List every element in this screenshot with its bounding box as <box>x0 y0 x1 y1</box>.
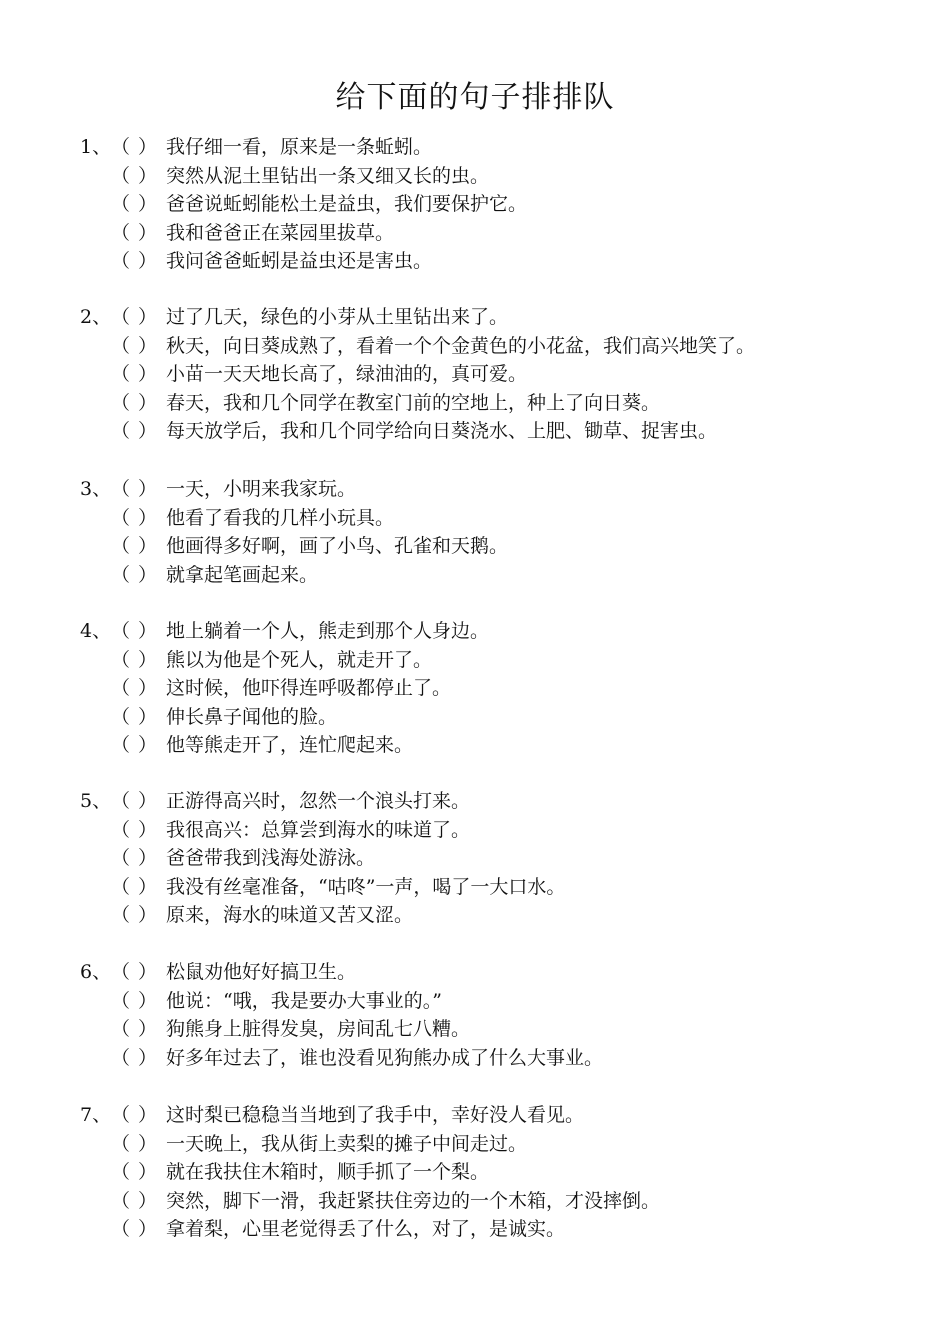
blank-close-paren: ） <box>138 1018 158 1040</box>
blank-open-paren: （ <box>111 677 131 699</box>
order-blank[interactable] <box>111 561 157 590</box>
blank-open-paren: （ <box>111 790 131 812</box>
blank-close-paren: ） <box>138 1104 158 1126</box>
blank-close-paren: ） <box>138 790 158 812</box>
sentence-text: 秋天，向日葵成熟了，看着一个个金黄色的小花盆，我们高兴地笑了。 <box>166 334 756 357</box>
blank-open-paren: （ <box>111 193 131 215</box>
sentence-text: 他画得多好啊，画了小鸟、孔雀和天鹅。 <box>166 535 509 557</box>
sentence-line <box>80 901 920 930</box>
question-number: 2、 <box>80 306 112 328</box>
blank-close-paren: ） <box>138 363 158 385</box>
sentence-text: 他看了看我的几样小玩具。 <box>166 506 395 529</box>
sentence-text: 一天，小明来我家玩。 <box>166 478 357 500</box>
blank-close-paren: ） <box>138 1132 158 1155</box>
blank-open-paren: （ <box>111 989 131 1012</box>
sentence-text: 突然，脚下一滑，我赶紧扶住旁边的一个木箱，才没摔倒。 <box>166 1189 661 1212</box>
blank-open-paren: （ <box>111 818 131 841</box>
blank-close-paren: ） <box>138 620 158 642</box>
question-group <box>80 617 920 760</box>
blank-close-paren: ） <box>138 506 158 529</box>
order-blank[interactable] <box>111 247 157 276</box>
order-blank[interactable] <box>111 987 157 1016</box>
sentence-text: 好多年过去了，谁也没看见狗熊办成了什么大事业。 <box>166 1046 604 1069</box>
order-blank[interactable] <box>111 958 157 987</box>
blank-open-paren: （ <box>111 847 131 869</box>
sentence-line <box>80 532 920 561</box>
blank-close-paren: ） <box>138 164 158 187</box>
sentence-line <box>80 133 920 162</box>
blank-open-paren: （ <box>111 306 131 328</box>
order-blank[interactable] <box>111 475 157 504</box>
sentence-line <box>80 731 920 760</box>
sentence-line <box>80 674 920 703</box>
blank-open-paren: （ <box>111 705 131 728</box>
sentence-text: 这时候，他吓得连呼吸都停止了。 <box>166 677 452 699</box>
sentence-line <box>80 1130 920 1159</box>
sentence-line <box>80 247 920 276</box>
sentence-text: 就在我扶住木箱时，顺手抓了一个梨。 <box>166 1161 490 1183</box>
sentence-text: 突然从泥土里钻出一条又细又长的虫。 <box>166 164 490 187</box>
sentence-text: 这时梨已稳稳当当地到了我手中，幸好没人看见。 <box>166 1104 585 1126</box>
blank-open-paren: （ <box>111 478 131 500</box>
order-blank[interactable] <box>111 1215 157 1244</box>
sentence-text: 伸长鼻子闻他的脸。 <box>166 705 338 728</box>
blank-open-paren: （ <box>111 136 131 158</box>
blank-close-paren: ） <box>138 1046 158 1069</box>
sentence-text: 爸爸说蚯蚓能松土是益虫，我们要保护它。 <box>166 193 528 215</box>
blank-close-paren: ） <box>138 420 158 442</box>
blank-open-paren: （ <box>111 1161 131 1183</box>
question-group <box>80 303 920 446</box>
blank-open-paren: （ <box>111 875 131 898</box>
order-blank[interactable] <box>111 844 157 873</box>
sentence-line <box>80 475 920 504</box>
order-blank[interactable] <box>111 731 157 760</box>
blank-open-paren: （ <box>111 904 131 926</box>
sentence-line <box>80 617 920 646</box>
blank-open-paren: （ <box>111 535 131 557</box>
sentence-line <box>80 1158 920 1187</box>
sentence-line <box>80 1187 920 1216</box>
order-blank[interactable] <box>111 417 157 446</box>
sentence-line <box>80 1015 920 1044</box>
sentence-text: 拿着梨，心里老觉得丢了什么，对了，是诚实。 <box>166 1218 566 1240</box>
blank-close-paren: ） <box>138 904 158 926</box>
order-blank[interactable] <box>111 1101 157 1130</box>
blank-open-paren: （ <box>111 250 131 272</box>
question-group <box>80 133 920 276</box>
sentence-line <box>80 561 920 590</box>
blank-close-paren: ） <box>138 136 158 158</box>
sentence-line <box>80 1044 920 1073</box>
sentence-line <box>80 190 920 219</box>
sentence-text: 我没有丝毫准备，“咕咚”一声，喝了一大口水。 <box>166 875 566 898</box>
sentence-line <box>80 332 920 361</box>
sentence-line <box>80 162 920 191</box>
question-group <box>80 958 920 1072</box>
blank-close-paren: ） <box>138 989 158 1012</box>
sentence-line <box>80 303 920 332</box>
question-number: 7、 <box>80 1104 112 1126</box>
order-blank[interactable] <box>111 787 157 816</box>
blank-open-paren: （ <box>111 734 131 756</box>
order-blank[interactable] <box>111 873 157 902</box>
sentence-line <box>80 816 920 845</box>
blank-close-paren: ） <box>138 705 158 728</box>
order-blank[interactable] <box>111 389 157 418</box>
sentence-text: 我仔细一看，原来是一条蚯蚓。 <box>166 136 433 158</box>
blank-open-paren: （ <box>111 648 131 671</box>
blank-close-paren: ） <box>138 648 158 671</box>
blank-open-paren: （ <box>111 221 131 244</box>
order-blank[interactable] <box>111 674 157 703</box>
question-number: 5、 <box>80 790 112 812</box>
sentence-text: 过了几天，绿色的小芽从土里钻出来了。 <box>166 306 509 328</box>
blank-open-paren: （ <box>111 334 131 357</box>
sentence-text: 我问爸爸蚯蚓是益虫还是害虫。 <box>166 250 433 272</box>
blank-open-paren: （ <box>111 1218 131 1240</box>
page-title: 给下面的句子排排队 <box>335 80 615 115</box>
sentence-text: 爸爸带我到浅海处游泳。 <box>166 847 376 869</box>
blank-close-paren: ） <box>138 478 158 500</box>
blank-open-paren: （ <box>111 1046 131 1069</box>
blank-close-paren: ） <box>138 193 158 215</box>
sentence-text: 小苗一天天地长高了，绿油油的，真可爱。 <box>166 363 528 385</box>
sentence-text: 一天晚上，我从街上卖梨的摊子中间走过。 <box>166 1132 528 1155</box>
question-number: 6、 <box>80 961 112 983</box>
order-blank[interactable] <box>111 617 157 646</box>
blank-open-paren: （ <box>111 420 131 442</box>
blank-open-paren: （ <box>111 620 131 642</box>
sentence-text: 地上躺着一个人，熊走到那个人身边。 <box>166 620 490 642</box>
order-blank[interactable] <box>111 703 157 732</box>
order-blank[interactable] <box>111 190 157 219</box>
sentence-line <box>80 703 920 732</box>
question-number: 1、 <box>80 136 112 158</box>
sentence-line <box>80 646 920 675</box>
order-blank[interactable] <box>111 646 157 675</box>
blank-close-paren: ） <box>138 221 158 244</box>
blank-open-paren: （ <box>111 506 131 529</box>
blank-close-paren: ） <box>138 563 158 586</box>
question-group <box>80 1101 920 1244</box>
blank-open-paren: （ <box>111 1104 131 1126</box>
sentence-text: 熊以为他是个死人，就走开了。 <box>166 648 433 671</box>
blank-open-paren: （ <box>111 391 131 414</box>
sentence-line <box>80 1215 920 1244</box>
order-blank[interactable] <box>111 133 157 162</box>
sentence-text: 就拿起笔画起来。 <box>166 563 319 586</box>
blank-open-paren: （ <box>111 563 131 586</box>
sentence-text: 春天，我和几个同学在教室门前的空地上，种上了向日葵。 <box>166 391 661 414</box>
blank-close-paren: ） <box>138 1161 158 1183</box>
sentence-text: 原来，海水的味道又苦又涩。 <box>166 904 414 926</box>
order-blank[interactable] <box>111 1158 157 1187</box>
order-blank[interactable] <box>111 219 157 248</box>
order-blank[interactable] <box>111 332 157 361</box>
blank-close-paren: ） <box>138 875 158 898</box>
blank-open-paren: （ <box>111 363 131 385</box>
order-blank[interactable] <box>111 1187 157 1216</box>
sentence-line <box>80 504 920 533</box>
order-blank[interactable] <box>111 532 157 561</box>
question-group <box>80 787 920 930</box>
blank-open-paren: （ <box>111 1132 131 1155</box>
sentence-text: 正游得高兴时，忽然一个浪头打来。 <box>166 790 471 812</box>
question-number: 4、 <box>80 620 112 642</box>
blank-close-paren: ） <box>138 250 158 272</box>
blank-close-paren: ） <box>138 535 158 557</box>
blank-close-paren: ） <box>138 734 158 756</box>
blank-close-paren: ） <box>138 1218 158 1240</box>
sentence-line <box>80 787 920 816</box>
order-blank[interactable] <box>111 901 157 930</box>
blank-close-paren: ） <box>138 306 158 328</box>
sentence-line <box>80 844 920 873</box>
sentence-text: 狗熊身上脏得发臭，房间乱七八糟。 <box>166 1018 471 1040</box>
blank-open-paren: （ <box>111 1189 131 1212</box>
sentence-line <box>80 873 920 902</box>
sentence-text: 每天放学后，我和几个同学给向日葵浇水、上肥、锄草、捉害虫。 <box>166 420 718 442</box>
sentence-text: 我很高兴：总算尝到海水的味道了。 <box>166 818 471 841</box>
sentence-line <box>80 1101 920 1130</box>
order-blank[interactable] <box>111 1130 157 1159</box>
sentence-text: 我和爸爸正在菜园里拔草。 <box>166 221 395 244</box>
blank-close-paren: ） <box>138 847 158 869</box>
sentence-line <box>80 987 920 1016</box>
blank-close-paren: ） <box>138 677 158 699</box>
sentence-text: 他等熊走开了，连忙爬起来。 <box>166 734 414 756</box>
blank-open-paren: （ <box>111 961 131 983</box>
order-blank[interactable] <box>111 162 157 191</box>
sentence-line <box>80 389 920 418</box>
blank-close-paren: ） <box>138 334 158 357</box>
sentence-line <box>80 958 920 987</box>
order-blank[interactable] <box>111 1015 157 1044</box>
blank-close-paren: ） <box>138 1189 158 1212</box>
sentence-text: 松鼠劝他好好搞卫生。 <box>166 961 357 983</box>
sentence-line <box>80 417 920 446</box>
order-blank[interactable] <box>111 816 157 845</box>
blank-close-paren: ） <box>138 391 158 414</box>
blank-open-paren: （ <box>111 1018 131 1040</box>
question-number: 3、 <box>80 478 112 500</box>
sentence-line <box>80 219 920 248</box>
blank-close-paren: ） <box>138 818 158 841</box>
sentence-text: 他说：“哦，我是要办大事业的。” <box>166 989 442 1012</box>
sentence-line <box>80 360 920 389</box>
order-blank[interactable] <box>111 504 157 533</box>
question-group <box>80 475 920 589</box>
blank-open-paren: （ <box>111 164 131 187</box>
order-blank[interactable] <box>111 303 157 332</box>
blank-close-paren: ） <box>138 961 158 983</box>
order-blank[interactable] <box>111 360 157 389</box>
order-blank[interactable] <box>111 1044 157 1073</box>
